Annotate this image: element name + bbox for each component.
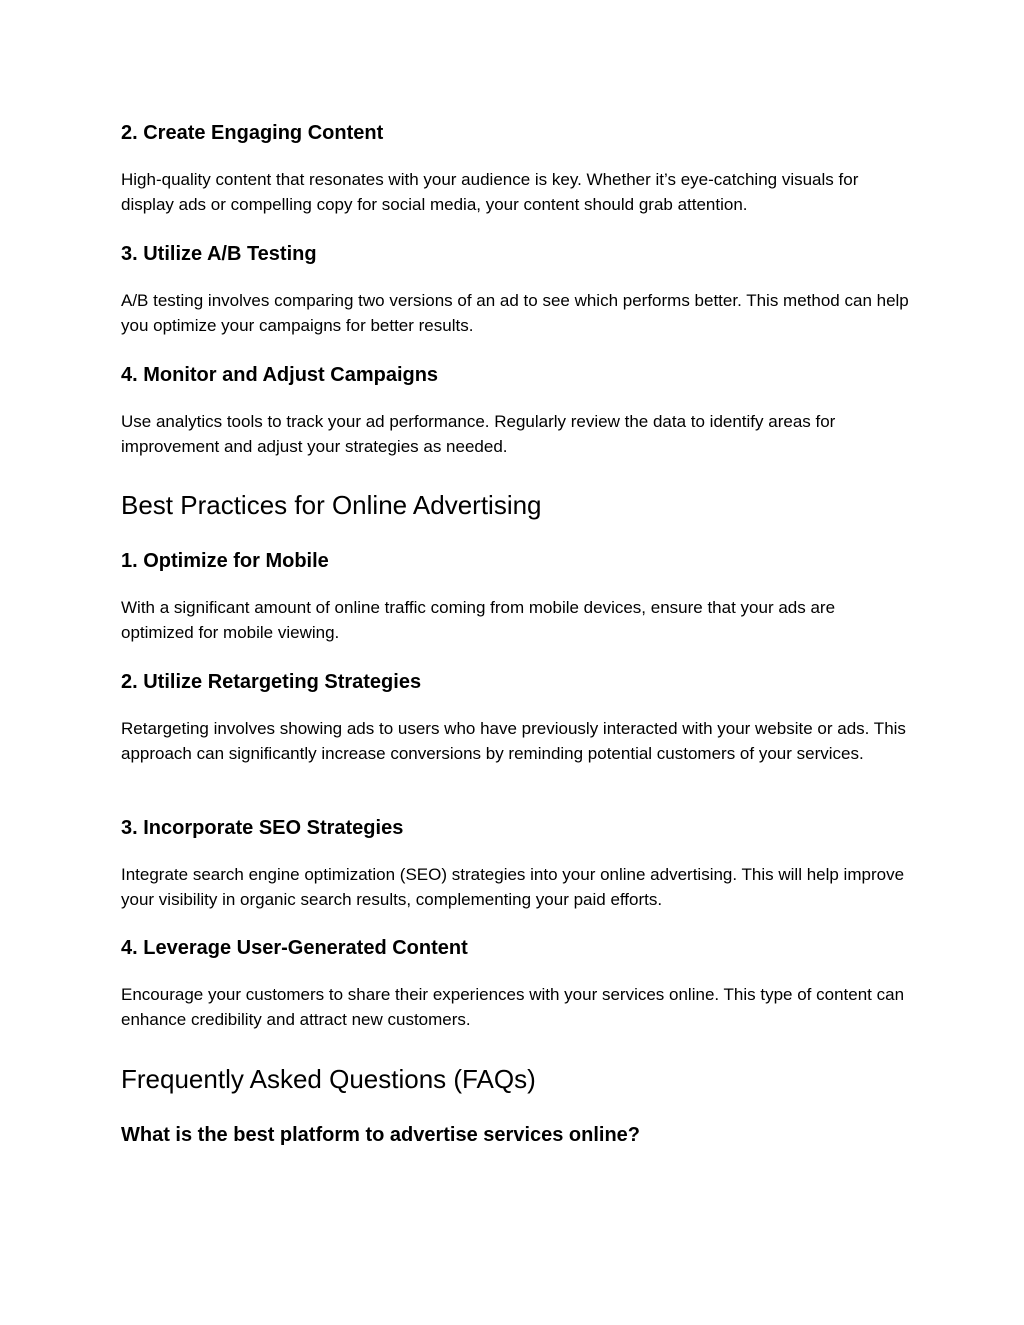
paragraph-user-generated-content: Encourage your customers to share their experiences with your services online. This type of content can enhance credibility and attract new customers.	[121, 985, 905, 1029]
paragraph-monitor-adjust: Use analytics tools to track your ad performance. Regularly review the data to identify areas for improvement and adjust your strategies as needed.	[121, 412, 836, 456]
heading-retargeting: 2. Utilize Retargeting Strategies	[121, 671, 422, 693]
heading-seo-strategies: 3. Incorporate SEO Strategies	[121, 817, 404, 839]
paragraph-create-engaging-content: High-quality content that resonates with your audience is key. Whether it’s eye-catching visuals for display ads or compelling copy for social media, your content should grab attention.	[121, 170, 859, 214]
section-title-best-practices: Best Practices for Online Advertising	[121, 490, 542, 520]
paragraph-optimize-mobile: With a significant amount of online traffic coming from mobile devices, ensure that your ads are optimized for mobile viewing.	[121, 598, 836, 642]
heading-user-generated-content: 4. Leverage User-Generated Content	[121, 937, 468, 959]
faq-question-best-platform: What is the best platform to advertise services online?	[121, 1124, 641, 1146]
paragraph-ab-testing: A/B testing involves comparing two versions of an ad to see which performs better. This method can help you optimize your campaigns for better results.	[121, 291, 909, 335]
paragraph-retargeting: Retargeting involves showing ads to users who have previously interacted with your website or ads. This approach can significantly increase conversions by reminding potential customers of your services.	[121, 719, 906, 763]
heading-create-engaging-content: 2. Create Engaging Content	[121, 122, 384, 144]
heading-ab-testing: 3. Utilize A/B Testing	[121, 243, 317, 265]
heading-monitor-adjust: 4. Monitor and Adjust Campaigns	[121, 364, 439, 386]
section-title-faqs: Frequently Asked Questions (FAQs)	[121, 1064, 536, 1094]
paragraph-seo-strategies: Integrate search engine optimization (SEO) strategies into your online advertising. This will help improve your visibility in organic search results, complementing your paid efforts.	[121, 865, 905, 909]
heading-optimize-mobile: 1. Optimize for Mobile	[121, 550, 329, 572]
